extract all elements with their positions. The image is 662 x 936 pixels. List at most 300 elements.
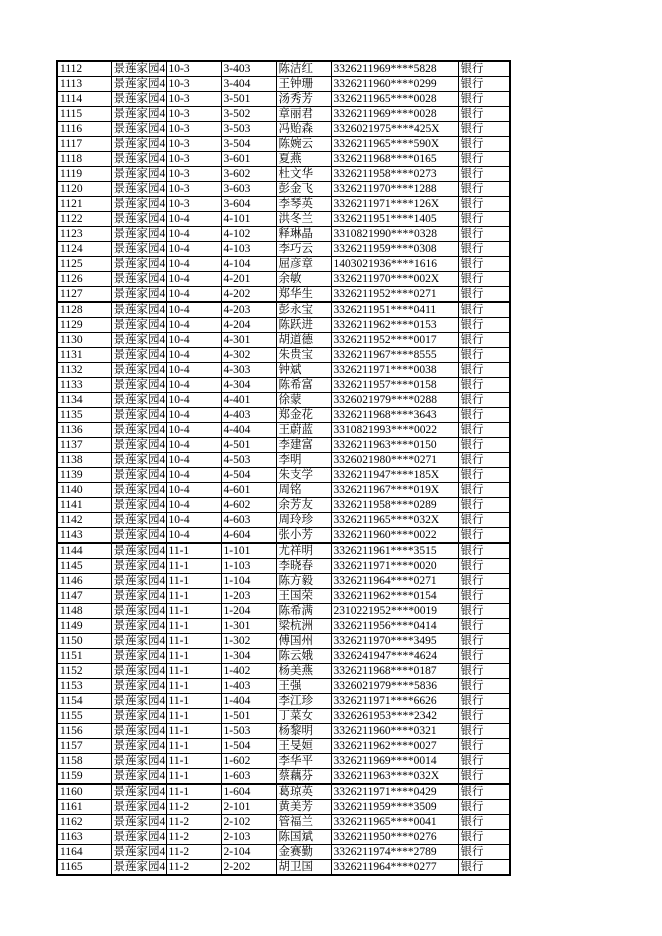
estate-cell[interactable]: 景莲家园4 bbox=[111, 257, 166, 272]
id-number-cell[interactable]: 2310221952****0019 bbox=[331, 604, 458, 619]
estate-cell[interactable]: 景莲家园4 bbox=[111, 408, 166, 423]
payment-method-cell[interactable]: 银行 bbox=[458, 92, 510, 107]
name-cell[interactable]: 胡道德 bbox=[276, 333, 331, 348]
row-number-cell[interactable]: 1126 bbox=[57, 272, 111, 287]
name-cell[interactable]: 蔡藕芬 bbox=[276, 769, 331, 785]
id-number-cell[interactable]: 3310821993****0022 bbox=[331, 423, 458, 438]
room-cell[interactable]: 1-504 bbox=[221, 739, 276, 754]
building-cell[interactable]: 11-2 bbox=[166, 800, 221, 815]
building-cell[interactable]: 10-4 bbox=[166, 257, 221, 272]
payment-method-cell[interactable]: 银行 bbox=[458, 61, 510, 77]
building-cell[interactable]: 10-4 bbox=[166, 483, 221, 498]
row-number-cell[interactable]: 1140 bbox=[57, 483, 111, 498]
payment-method-cell[interactable]: 银行 bbox=[458, 182, 510, 197]
estate-cell[interactable]: 景莲家园4 bbox=[111, 513, 166, 528]
id-number-cell[interactable]: 3326211960****0299 bbox=[331, 77, 458, 92]
name-cell[interactable]: 金赛勤 bbox=[276, 845, 331, 860]
row-number-cell[interactable]: 1141 bbox=[57, 498, 111, 513]
room-cell[interactable]: 3-603 bbox=[221, 182, 276, 197]
room-cell[interactable]: 3-404 bbox=[221, 77, 276, 92]
id-number-cell[interactable]: 3326211961****3515 bbox=[331, 543, 458, 559]
room-cell[interactable]: 2-103 bbox=[221, 830, 276, 845]
estate-cell[interactable]: 景莲家园4 bbox=[111, 137, 166, 152]
building-cell[interactable]: 10-3 bbox=[166, 92, 221, 107]
building-cell[interactable]: 11-2 bbox=[166, 845, 221, 860]
building-cell[interactable]: 10-4 bbox=[166, 287, 221, 303]
row-number-cell[interactable]: 1157 bbox=[57, 739, 111, 754]
row-number-cell[interactable]: 1123 bbox=[57, 227, 111, 242]
estate-cell[interactable]: 景莲家园4 bbox=[111, 167, 166, 182]
id-number-cell[interactable]: 3326211952****0271 bbox=[331, 287, 458, 303]
row-number-cell[interactable]: 1143 bbox=[57, 528, 111, 544]
building-cell[interactable]: 10-4 bbox=[166, 438, 221, 453]
room-cell[interactable]: 4-202 bbox=[221, 287, 276, 303]
building-cell[interactable]: 10-4 bbox=[166, 227, 221, 242]
id-number-cell[interactable]: 3326211958****0289 bbox=[331, 498, 458, 513]
building-cell[interactable]: 11-1 bbox=[166, 784, 221, 800]
building-cell[interactable]: 10-4 bbox=[166, 408, 221, 423]
row-number-cell[interactable]: 1119 bbox=[57, 167, 111, 182]
room-cell[interactable]: 1-304 bbox=[221, 649, 276, 664]
payment-method-cell[interactable]: 银行 bbox=[458, 694, 510, 709]
row-number-cell[interactable]: 1158 bbox=[57, 754, 111, 769]
id-number-cell[interactable]: 3326211960****0321 bbox=[331, 724, 458, 739]
room-cell[interactable]: 1-103 bbox=[221, 559, 276, 574]
payment-method-cell[interactable]: 银行 bbox=[458, 453, 510, 468]
row-number-cell[interactable]: 1130 bbox=[57, 333, 111, 348]
payment-method-cell[interactable]: 银行 bbox=[458, 287, 510, 303]
name-cell[interactable]: 管福兰 bbox=[276, 815, 331, 830]
building-cell[interactable]: 11-1 bbox=[166, 559, 221, 574]
room-cell[interactable]: 4-204 bbox=[221, 318, 276, 333]
id-number-cell[interactable]: 3326211951****0411 bbox=[331, 302, 458, 318]
id-number-cell[interactable]: 3326211950****0276 bbox=[331, 830, 458, 845]
row-number-cell[interactable]: 1117 bbox=[57, 137, 111, 152]
building-cell[interactable]: 10-4 bbox=[166, 378, 221, 393]
room-cell[interactable]: 1-603 bbox=[221, 769, 276, 785]
estate-cell[interactable]: 景莲家园4 bbox=[111, 649, 166, 664]
room-cell[interactable]: 1-301 bbox=[221, 619, 276, 634]
estate-cell[interactable]: 景莲家园4 bbox=[111, 815, 166, 830]
payment-method-cell[interactable]: 银行 bbox=[458, 589, 510, 604]
name-cell[interactable]: 李巧云 bbox=[276, 242, 331, 257]
room-cell[interactable]: 1-403 bbox=[221, 679, 276, 694]
payment-method-cell[interactable]: 银行 bbox=[458, 664, 510, 679]
row-number-cell[interactable]: 1128 bbox=[57, 302, 111, 318]
building-cell[interactable]: 10-4 bbox=[166, 302, 221, 318]
room-cell[interactable]: 4-104 bbox=[221, 257, 276, 272]
name-cell[interactable]: 李华平 bbox=[276, 754, 331, 769]
room-cell[interactable]: 4-602 bbox=[221, 498, 276, 513]
name-cell[interactable]: 李建富 bbox=[276, 438, 331, 453]
payment-method-cell[interactable]: 银行 bbox=[458, 212, 510, 227]
building-cell[interactable]: 10-4 bbox=[166, 513, 221, 528]
payment-method-cell[interactable]: 银行 bbox=[458, 438, 510, 453]
estate-cell[interactable]: 景莲家园4 bbox=[111, 152, 166, 167]
building-cell[interactable]: 10-4 bbox=[166, 423, 221, 438]
estate-cell[interactable]: 景莲家园4 bbox=[111, 483, 166, 498]
payment-method-cell[interactable]: 银行 bbox=[458, 815, 510, 830]
row-number-cell[interactable]: 1134 bbox=[57, 393, 111, 408]
room-cell[interactable]: 3-504 bbox=[221, 137, 276, 152]
payment-method-cell[interactable]: 银行 bbox=[458, 348, 510, 363]
name-cell[interactable]: 陈希满 bbox=[276, 604, 331, 619]
estate-cell[interactable]: 景莲家园4 bbox=[111, 860, 166, 876]
id-number-cell[interactable]: 3326211956****0414 bbox=[331, 619, 458, 634]
building-cell[interactable]: 10-4 bbox=[166, 498, 221, 513]
room-cell[interactable]: 4-501 bbox=[221, 438, 276, 453]
payment-method-cell[interactable]: 银行 bbox=[458, 483, 510, 498]
payment-method-cell[interactable]: 银行 bbox=[458, 739, 510, 754]
building-cell[interactable]: 11-1 bbox=[166, 694, 221, 709]
building-cell[interactable]: 10-3 bbox=[166, 152, 221, 167]
name-cell[interactable]: 郑华生 bbox=[276, 287, 331, 303]
payment-method-cell[interactable]: 银行 bbox=[458, 784, 510, 800]
row-number-cell[interactable]: 1118 bbox=[57, 152, 111, 167]
building-cell[interactable]: 10-3 bbox=[166, 61, 221, 77]
room-cell[interactable]: 4-504 bbox=[221, 468, 276, 483]
name-cell[interactable]: 梁杭洲 bbox=[276, 619, 331, 634]
name-cell[interactable]: 尤祥明 bbox=[276, 543, 331, 559]
name-cell[interactable]: 徐蒙 bbox=[276, 393, 331, 408]
estate-cell[interactable]: 景莲家园4 bbox=[111, 784, 166, 800]
payment-method-cell[interactable]: 银行 bbox=[458, 122, 510, 137]
estate-cell[interactable]: 景莲家园4 bbox=[111, 393, 166, 408]
id-number-cell[interactable]: 3326211947****185X bbox=[331, 468, 458, 483]
row-number-cell[interactable]: 1145 bbox=[57, 559, 111, 574]
room-cell[interactable]: 3-403 bbox=[221, 61, 276, 77]
name-cell[interactable]: 李明 bbox=[276, 453, 331, 468]
id-number-cell[interactable]: 3326021975****425X bbox=[331, 122, 458, 137]
id-number-cell[interactable]: 3326021980****0271 bbox=[331, 453, 458, 468]
id-number-cell[interactable]: 3326211960****0022 bbox=[331, 528, 458, 544]
room-cell[interactable]: 1-404 bbox=[221, 694, 276, 709]
row-number-cell[interactable]: 1137 bbox=[57, 438, 111, 453]
id-number-cell[interactable]: 3326021979****5836 bbox=[331, 679, 458, 694]
room-cell[interactable]: 4-401 bbox=[221, 393, 276, 408]
estate-cell[interactable]: 景莲家园4 bbox=[111, 754, 166, 769]
room-cell[interactable]: 2-104 bbox=[221, 845, 276, 860]
room-cell[interactable]: 1-204 bbox=[221, 604, 276, 619]
room-cell[interactable]: 1-604 bbox=[221, 784, 276, 800]
name-cell[interactable]: 屈彦章 bbox=[276, 257, 331, 272]
name-cell[interactable]: 王国荣 bbox=[276, 589, 331, 604]
estate-cell[interactable]: 景莲家园4 bbox=[111, 589, 166, 604]
estate-cell[interactable]: 景莲家园4 bbox=[111, 212, 166, 227]
payment-method-cell[interactable]: 银行 bbox=[458, 513, 510, 528]
row-number-cell[interactable]: 1155 bbox=[57, 709, 111, 724]
estate-cell[interactable]: 景莲家园4 bbox=[111, 438, 166, 453]
payment-method-cell[interactable]: 银行 bbox=[458, 137, 510, 152]
id-number-cell[interactable]: 3326211963****0150 bbox=[331, 438, 458, 453]
estate-cell[interactable]: 景莲家园4 bbox=[111, 61, 166, 77]
name-cell[interactable]: 黄美芳 bbox=[276, 800, 331, 815]
building-cell[interactable]: 11-1 bbox=[166, 574, 221, 589]
payment-method-cell[interactable]: 银行 bbox=[458, 574, 510, 589]
building-cell[interactable]: 11-1 bbox=[166, 543, 221, 559]
building-cell[interactable]: 10-3 bbox=[166, 137, 221, 152]
name-cell[interactable]: 朱支学 bbox=[276, 468, 331, 483]
payment-method-cell[interactable]: 银行 bbox=[458, 709, 510, 724]
estate-cell[interactable]: 景莲家园4 bbox=[111, 423, 166, 438]
room-cell[interactable]: 4-203 bbox=[221, 302, 276, 318]
payment-method-cell[interactable]: 银行 bbox=[458, 302, 510, 318]
room-cell[interactable]: 2-102 bbox=[221, 815, 276, 830]
name-cell[interactable]: 余敏 bbox=[276, 272, 331, 287]
room-cell[interactable]: 4-503 bbox=[221, 453, 276, 468]
id-number-cell[interactable]: 3326211964****0277 bbox=[331, 860, 458, 876]
name-cell[interactable]: 杨美燕 bbox=[276, 664, 331, 679]
row-number-cell[interactable]: 1161 bbox=[57, 800, 111, 815]
id-number-cell[interactable]: 3326211969****0028 bbox=[331, 107, 458, 122]
payment-method-cell[interactable]: 银行 bbox=[458, 649, 510, 664]
name-cell[interactable]: 冯贻森 bbox=[276, 122, 331, 137]
row-number-cell[interactable]: 1159 bbox=[57, 769, 111, 785]
row-number-cell[interactable]: 1139 bbox=[57, 468, 111, 483]
building-cell[interactable]: 11-1 bbox=[166, 754, 221, 769]
row-number-cell[interactable]: 1122 bbox=[57, 212, 111, 227]
id-number-cell[interactable]: 3326211971****126X bbox=[331, 197, 458, 212]
building-cell[interactable]: 11-1 bbox=[166, 589, 221, 604]
estate-cell[interactable]: 景莲家园4 bbox=[111, 769, 166, 785]
id-number-cell[interactable]: 3326211965****0041 bbox=[331, 815, 458, 830]
payment-method-cell[interactable]: 银行 bbox=[458, 679, 510, 694]
id-number-cell[interactable]: 3326211967****8555 bbox=[331, 348, 458, 363]
room-cell[interactable]: 4-303 bbox=[221, 363, 276, 378]
building-cell[interactable]: 11-2 bbox=[166, 830, 221, 845]
name-cell[interactable]: 周玲珍 bbox=[276, 513, 331, 528]
room-cell[interactable]: 4-201 bbox=[221, 272, 276, 287]
name-cell[interactable]: 陈跃进 bbox=[276, 318, 331, 333]
row-number-cell[interactable]: 1116 bbox=[57, 122, 111, 137]
name-cell[interactable]: 钟斌 bbox=[276, 363, 331, 378]
payment-method-cell[interactable]: 银行 bbox=[458, 333, 510, 348]
row-number-cell[interactable]: 1138 bbox=[57, 453, 111, 468]
building-cell[interactable]: 11-2 bbox=[166, 815, 221, 830]
name-cell[interactable]: 夏燕 bbox=[276, 152, 331, 167]
estate-cell[interactable]: 景莲家园4 bbox=[111, 453, 166, 468]
room-cell[interactable]: 2-101 bbox=[221, 800, 276, 815]
payment-method-cell[interactable]: 银行 bbox=[458, 423, 510, 438]
row-number-cell[interactable]: 1142 bbox=[57, 513, 111, 528]
building-cell[interactable]: 10-4 bbox=[166, 318, 221, 333]
id-number-cell[interactable]: 3326211959****3509 bbox=[331, 800, 458, 815]
room-cell[interactable]: 4-601 bbox=[221, 483, 276, 498]
row-number-cell[interactable]: 1147 bbox=[57, 589, 111, 604]
estate-cell[interactable]: 景莲家园4 bbox=[111, 287, 166, 303]
payment-method-cell[interactable]: 银行 bbox=[458, 559, 510, 574]
building-cell[interactable]: 10-3 bbox=[166, 182, 221, 197]
estate-cell[interactable]: 景莲家园4 bbox=[111, 378, 166, 393]
estate-cell[interactable]: 景莲家园4 bbox=[111, 634, 166, 649]
id-number-cell[interactable]: 3326211962****0154 bbox=[331, 589, 458, 604]
id-number-cell[interactable]: 3326211962****0027 bbox=[331, 739, 458, 754]
row-number-cell[interactable]: 1148 bbox=[57, 604, 111, 619]
building-cell[interactable]: 10-4 bbox=[166, 348, 221, 363]
room-cell[interactable]: 1-101 bbox=[221, 543, 276, 559]
name-cell[interactable]: 王强 bbox=[276, 679, 331, 694]
row-number-cell[interactable]: 1115 bbox=[57, 107, 111, 122]
row-number-cell[interactable]: 1114 bbox=[57, 92, 111, 107]
id-number-cell[interactable]: 3326261953****2342 bbox=[331, 709, 458, 724]
estate-cell[interactable]: 景莲家园4 bbox=[111, 363, 166, 378]
payment-method-cell[interactable]: 银行 bbox=[458, 257, 510, 272]
name-cell[interactable]: 余芳友 bbox=[276, 498, 331, 513]
payment-method-cell[interactable]: 银行 bbox=[458, 318, 510, 333]
estate-cell[interactable]: 景莲家园4 bbox=[111, 182, 166, 197]
id-number-cell[interactable]: 3326211963****032X bbox=[331, 769, 458, 785]
payment-method-cell[interactable]: 银行 bbox=[458, 408, 510, 423]
payment-method-cell[interactable]: 银行 bbox=[458, 528, 510, 544]
id-number-cell[interactable]: 3326211974****2789 bbox=[331, 845, 458, 860]
estate-cell[interactable]: 景莲家园4 bbox=[111, 559, 166, 574]
building-cell[interactable]: 10-3 bbox=[166, 167, 221, 182]
payment-method-cell[interactable]: 银行 bbox=[458, 167, 510, 182]
id-number-cell[interactable]: 3326211971****0038 bbox=[331, 363, 458, 378]
name-cell[interactable]: 张小芳 bbox=[276, 528, 331, 544]
row-number-cell[interactable]: 1154 bbox=[57, 694, 111, 709]
building-cell[interactable]: 11-1 bbox=[166, 724, 221, 739]
estate-cell[interactable]: 景莲家园4 bbox=[111, 77, 166, 92]
building-cell[interactable]: 11-1 bbox=[166, 739, 221, 754]
estate-cell[interactable]: 景莲家园4 bbox=[111, 302, 166, 318]
estate-cell[interactable]: 景莲家园4 bbox=[111, 197, 166, 212]
row-number-cell[interactable]: 1164 bbox=[57, 845, 111, 860]
row-number-cell[interactable]: 1153 bbox=[57, 679, 111, 694]
room-cell[interactable]: 4-103 bbox=[221, 242, 276, 257]
row-number-cell[interactable]: 1136 bbox=[57, 423, 111, 438]
id-number-cell[interactable]: 3326211969****0014 bbox=[331, 754, 458, 769]
payment-method-cell[interactable]: 银行 bbox=[458, 107, 510, 122]
room-cell[interactable]: 4-301 bbox=[221, 333, 276, 348]
id-number-cell[interactable]: 3326211968****0165 bbox=[331, 152, 458, 167]
name-cell[interactable]: 丁菜女 bbox=[276, 709, 331, 724]
room-cell[interactable]: 3-604 bbox=[221, 197, 276, 212]
payment-method-cell[interactable]: 银行 bbox=[458, 634, 510, 649]
estate-cell[interactable]: 景莲家园4 bbox=[111, 739, 166, 754]
building-cell[interactable]: 10-4 bbox=[166, 272, 221, 287]
room-cell[interactable]: 4-304 bbox=[221, 378, 276, 393]
room-cell[interactable]: 1-203 bbox=[221, 589, 276, 604]
row-number-cell[interactable]: 1149 bbox=[57, 619, 111, 634]
name-cell[interactable]: 汤秀芳 bbox=[276, 92, 331, 107]
estate-cell[interactable]: 景莲家园4 bbox=[111, 242, 166, 257]
name-cell[interactable]: 章丽君 bbox=[276, 107, 331, 122]
room-cell[interactable]: 4-102 bbox=[221, 227, 276, 242]
building-cell[interactable]: 11-1 bbox=[166, 769, 221, 785]
id-number-cell[interactable]: 3310821990****0328 bbox=[331, 227, 458, 242]
payment-method-cell[interactable]: 银行 bbox=[458, 393, 510, 408]
name-cell[interactable]: 杜文华 bbox=[276, 167, 331, 182]
payment-method-cell[interactable]: 银行 bbox=[458, 77, 510, 92]
id-number-cell[interactable]: 1403021936****1616 bbox=[331, 257, 458, 272]
name-cell[interactable]: 陈云娥 bbox=[276, 649, 331, 664]
estate-cell[interactable]: 景莲家园4 bbox=[111, 619, 166, 634]
payment-method-cell[interactable]: 银行 bbox=[458, 363, 510, 378]
building-cell[interactable]: 10-4 bbox=[166, 333, 221, 348]
row-number-cell[interactable]: 1124 bbox=[57, 242, 111, 257]
row-number-cell[interactable]: 1121 bbox=[57, 197, 111, 212]
name-cell[interactable]: 郑金花 bbox=[276, 408, 331, 423]
row-number-cell[interactable]: 1152 bbox=[57, 664, 111, 679]
payment-method-cell[interactable]: 银行 bbox=[458, 830, 510, 845]
name-cell[interactable]: 葛琼英 bbox=[276, 784, 331, 800]
payment-method-cell[interactable]: 银行 bbox=[458, 754, 510, 769]
id-number-cell[interactable]: 3326021979****0288 bbox=[331, 393, 458, 408]
row-number-cell[interactable]: 1150 bbox=[57, 634, 111, 649]
room-cell[interactable]: 4-603 bbox=[221, 513, 276, 528]
building-cell[interactable]: 10-4 bbox=[166, 468, 221, 483]
building-cell[interactable]: 11-2 bbox=[166, 860, 221, 876]
id-number-cell[interactable]: 3326211970****002X bbox=[331, 272, 458, 287]
id-number-cell[interactable]: 3326211952****0017 bbox=[331, 333, 458, 348]
estate-cell[interactable]: 景莲家园4 bbox=[111, 543, 166, 559]
name-cell[interactable]: 王钟珊 bbox=[276, 77, 331, 92]
estate-cell[interactable]: 景莲家园4 bbox=[111, 498, 166, 513]
id-number-cell[interactable]: 3326211962****0153 bbox=[331, 318, 458, 333]
room-cell[interactable]: 3-601 bbox=[221, 152, 276, 167]
row-number-cell[interactable]: 1165 bbox=[57, 860, 111, 876]
name-cell[interactable]: 李晓春 bbox=[276, 559, 331, 574]
room-cell[interactable]: 1-104 bbox=[221, 574, 276, 589]
room-cell[interactable]: 4-403 bbox=[221, 408, 276, 423]
name-cell[interactable]: 陈国斌 bbox=[276, 830, 331, 845]
payment-method-cell[interactable]: 银行 bbox=[458, 845, 510, 860]
payment-method-cell[interactable]: 银行 bbox=[458, 152, 510, 167]
room-cell[interactable]: 3-503 bbox=[221, 122, 276, 137]
building-cell[interactable]: 11-1 bbox=[166, 709, 221, 724]
building-cell[interactable]: 11-1 bbox=[166, 664, 221, 679]
payment-method-cell[interactable]: 银行 bbox=[458, 197, 510, 212]
row-number-cell[interactable]: 1112 bbox=[57, 61, 111, 77]
room-cell[interactable]: 3-501 bbox=[221, 92, 276, 107]
payment-method-cell[interactable]: 银行 bbox=[458, 604, 510, 619]
building-cell[interactable]: 11-1 bbox=[166, 649, 221, 664]
room-cell[interactable]: 1-501 bbox=[221, 709, 276, 724]
payment-method-cell[interactable]: 银行 bbox=[458, 378, 510, 393]
estate-cell[interactable]: 景莲家园4 bbox=[111, 122, 166, 137]
name-cell[interactable]: 陈希富 bbox=[276, 378, 331, 393]
payment-method-cell[interactable]: 银行 bbox=[458, 498, 510, 513]
building-cell[interactable]: 11-1 bbox=[166, 679, 221, 694]
row-number-cell[interactable]: 1146 bbox=[57, 574, 111, 589]
name-cell[interactable]: 王蔚蓝 bbox=[276, 423, 331, 438]
name-cell[interactable]: 周铭 bbox=[276, 483, 331, 498]
building-cell[interactable]: 10-3 bbox=[166, 122, 221, 137]
room-cell[interactable]: 1-402 bbox=[221, 664, 276, 679]
payment-method-cell[interactable]: 银行 bbox=[458, 724, 510, 739]
estate-cell[interactable]: 景莲家园4 bbox=[111, 830, 166, 845]
estate-cell[interactable]: 景莲家园4 bbox=[111, 468, 166, 483]
payment-method-cell[interactable]: 银行 bbox=[458, 769, 510, 785]
name-cell[interactable]: 彭永宝 bbox=[276, 302, 331, 318]
room-cell[interactable]: 1-602 bbox=[221, 754, 276, 769]
building-cell[interactable]: 10-4 bbox=[166, 363, 221, 378]
room-cell[interactable]: 4-101 bbox=[221, 212, 276, 227]
room-cell[interactable]: 2-202 bbox=[221, 860, 276, 876]
estate-cell[interactable]: 景莲家园4 bbox=[111, 664, 166, 679]
id-number-cell[interactable]: 3326211957****0158 bbox=[331, 378, 458, 393]
row-number-cell[interactable]: 1125 bbox=[57, 257, 111, 272]
name-cell[interactable]: 胡卫国 bbox=[276, 860, 331, 876]
payment-method-cell[interactable]: 银行 bbox=[458, 860, 510, 876]
id-number-cell[interactable]: 3326211970****1288 bbox=[331, 182, 458, 197]
id-number-cell[interactable]: 3326211971****0020 bbox=[331, 559, 458, 574]
row-number-cell[interactable]: 1156 bbox=[57, 724, 111, 739]
name-cell[interactable]: 李江珍 bbox=[276, 694, 331, 709]
name-cell[interactable]: 王旻姮 bbox=[276, 739, 331, 754]
id-number-cell[interactable]: 3326211968****3643 bbox=[331, 408, 458, 423]
